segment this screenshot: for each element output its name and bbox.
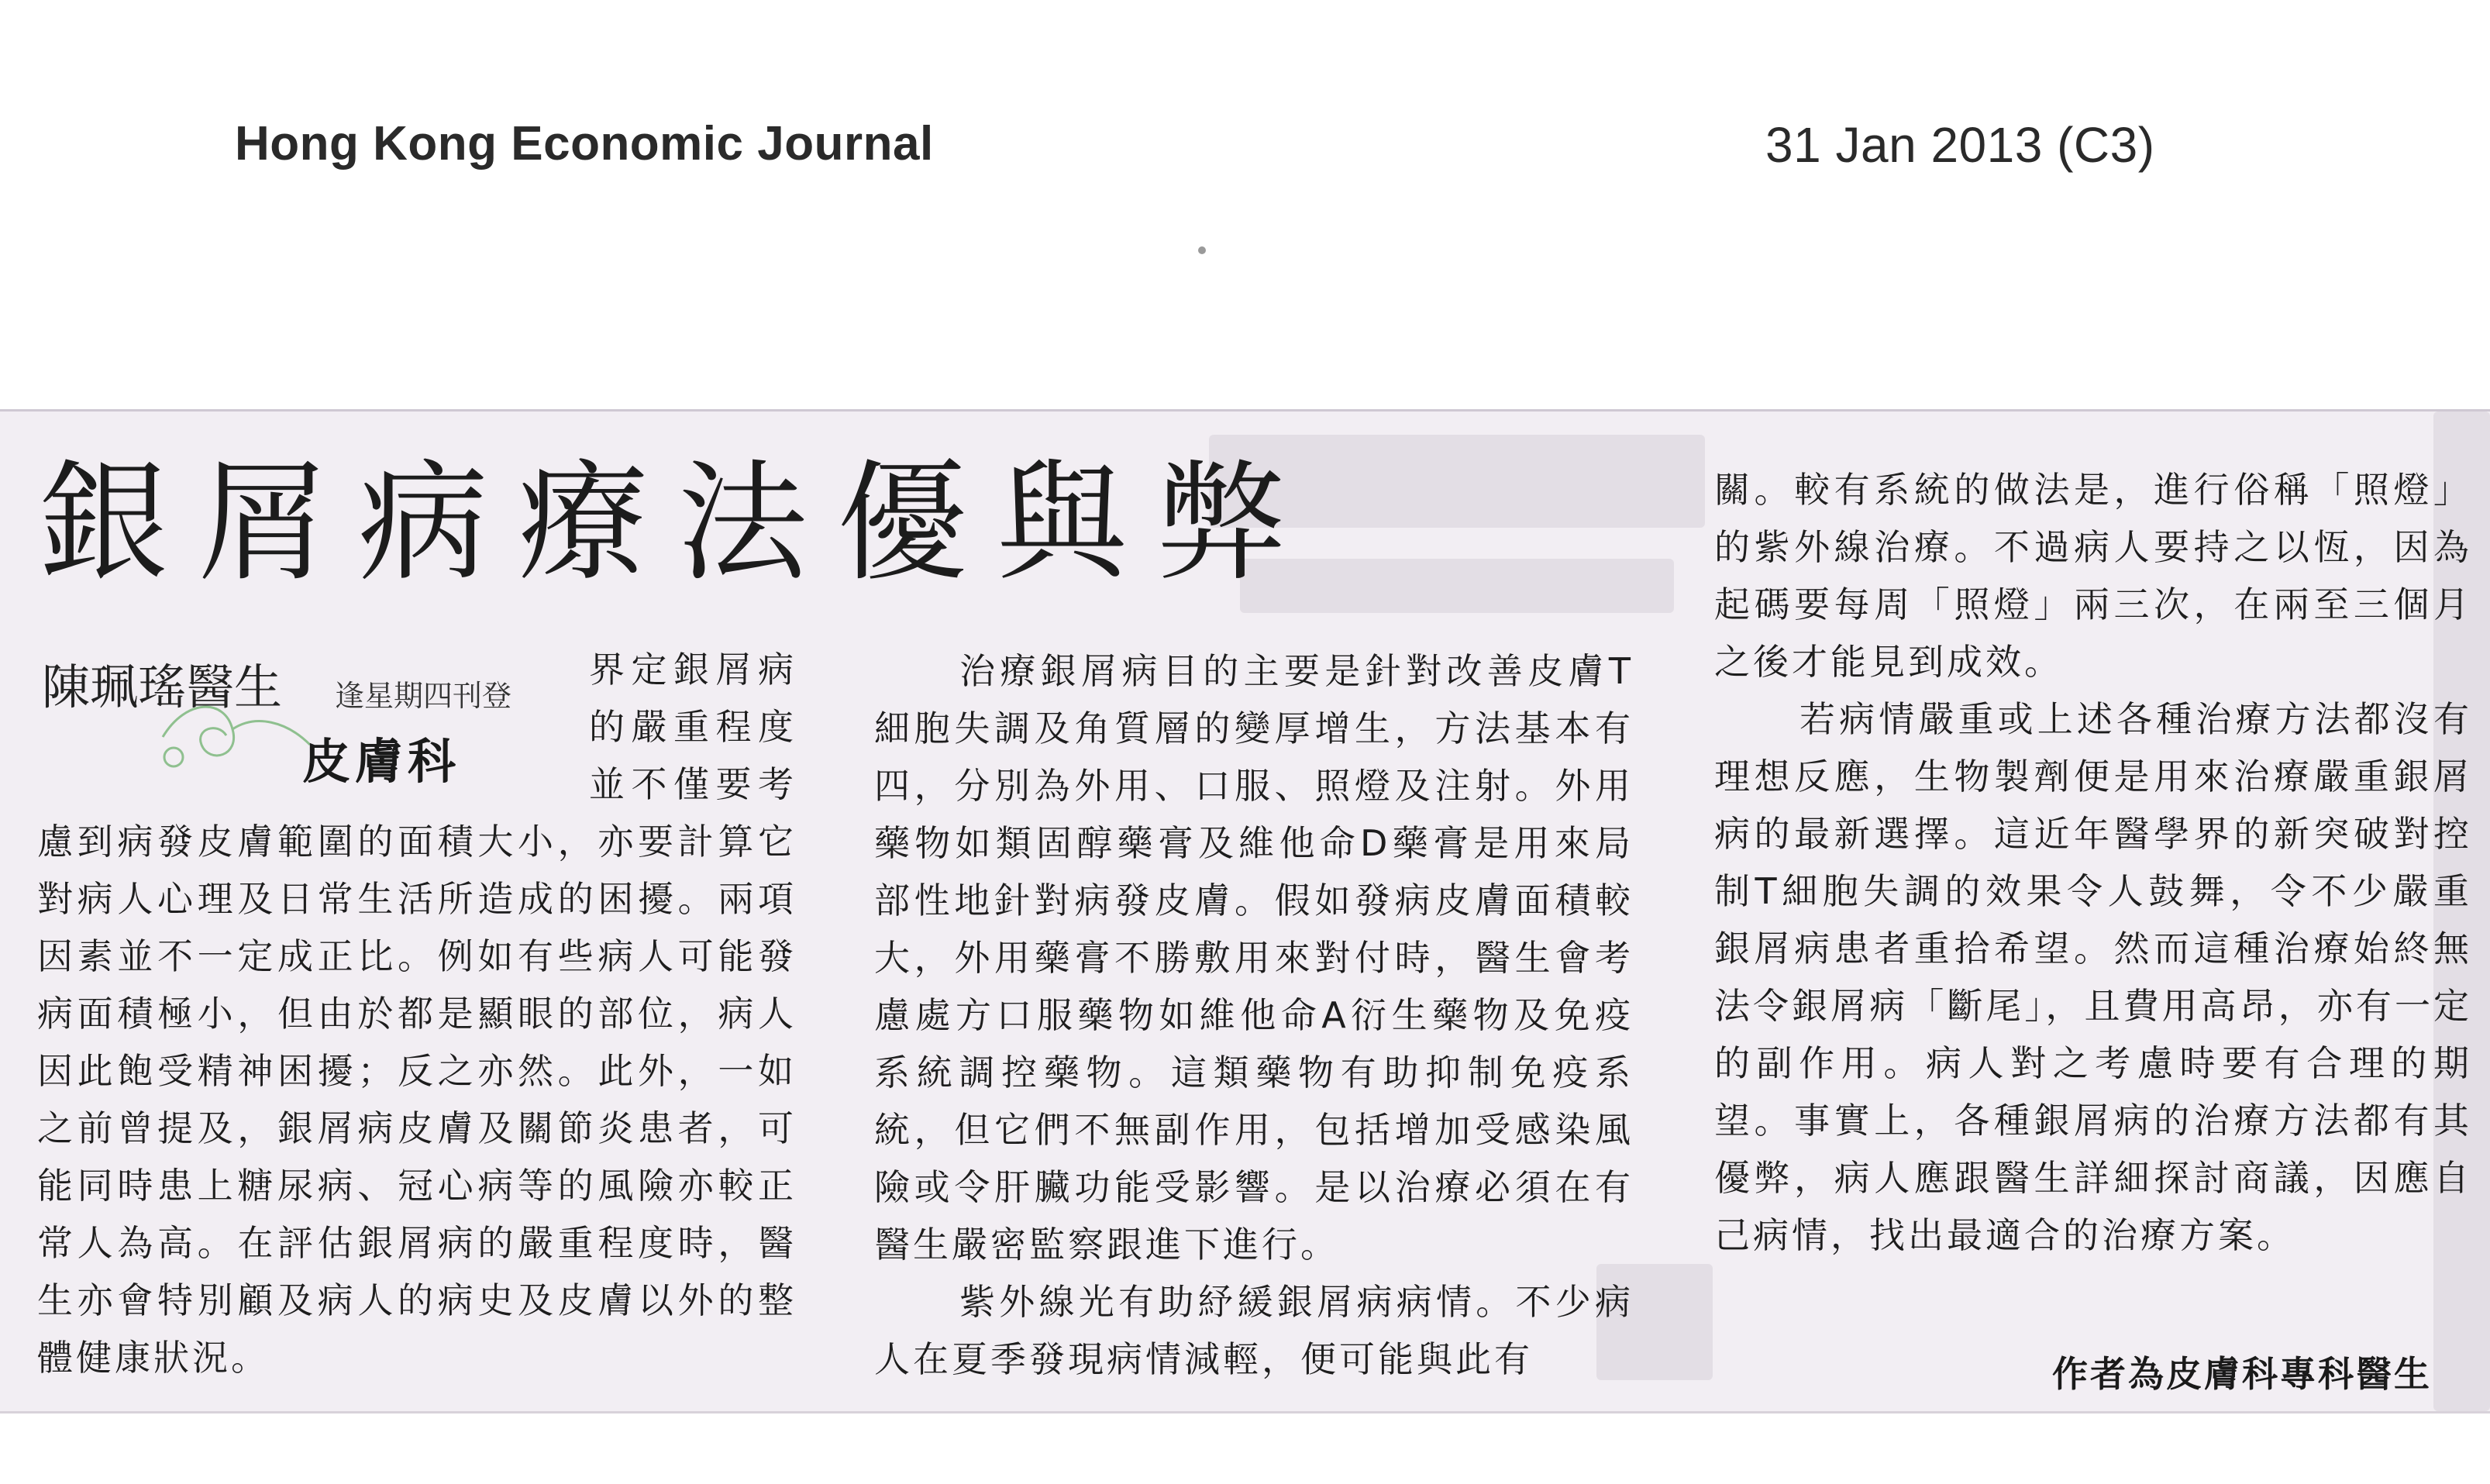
author-note: 作者為皮膚科專科醫生 (2052, 1353, 2432, 1395)
paragraph: 治療銀屑病目的主要是針對改善皮膚T細胞失調及角質層的變厚增生，方法基本有四，分別為外用、口服、照燈及注射。外用藥物如類固醇藥膏及維他命D藥膏是用來局部性地針對病發皮膚。假如發病皮膚面積較大，外用藥膏不勝敷用來對付時，醫生會考慮處方口服藥物如維他命A衍生藥物及免疫系統調控藥物。這類藥物有助抑制免疫系統，但它們不無副作用，包括增加受感染風險或令肝臟功能受影響。是以治療必須在有醫生嚴密監察跟進下進行。 (874, 650, 1634, 1265)
masthead-date: 31 Jan 2013 (C3) (1765, 117, 2155, 173)
column-schedule: 逢星期四刊登 (335, 679, 512, 713)
paragraph: 紫外線光有助紓緩銀屑病病情。不少病人在夏季發現病情減輕，便可能與此有 (874, 1281, 1634, 1380)
masthead-publication: Hong Kong Economic Journal (235, 117, 934, 170)
article-title: 銀屑病療法優與弊 (39, 447, 1316, 599)
paragraph: 關。較有系統的做法是，進行俗稱「照燈」的紫外線治療。不過病人要持之以恆，因為起碼要每周「照燈」兩三次，在兩至三個月之後才能見到成效。 (1714, 469, 2472, 683)
byline-space (37, 641, 589, 813)
column-1-text: 界定銀屑病的嚴重程度並不僅要考慮到病發皮膚範圍的面積大小，亦要計算它對病人心理及日常生活所造成的困擾。兩項因素並不一定成正比。例如有些病人可能發病面積極小，但由於都是顯眼的部位，病人因此飽受精神困擾；反之亦然。此外，一如之前曾提及，銀屑病皮膚及關節炎患者，可能同時患上糖尿病、冠心病等的風險亦較正常人為高。在評估銀屑病的嚴重程度時，醫生亦會特別顧及病人的病史及皮膚以外的整體健康狀況。 (37, 649, 797, 1379)
column-name: 皮膚科 (302, 733, 461, 790)
article-column-1 (37, 641, 797, 1386)
scan-speck (1198, 246, 1206, 254)
paragraph: 若病情嚴重或上述各種治療方法都沒有理想反應，生物製劑便是用來治療嚴重銀屑病的最新選擇。這近年醫學界的新突破對控制T細胞失調的效果令人鼓舞，令不少嚴重銀屑病患者重拾希望。然而這種治療始終無法令銀屑病「斷尾」，且費用高昂，亦有一定的副作用。病人對之考慮時要有合理的期望。事實上，各種銀屑病的治療方法都有其優弊，病人應跟醫生詳細探討商議，因應自己病情，找出最適合的治療方案。 (1714, 698, 2472, 1256)
article-column-2 (874, 642, 1634, 1388)
newspaper-clipping (0, 409, 2490, 1413)
author-name: 陳珮瑤醫生 (42, 659, 283, 715)
article-column-3 (1714, 461, 2472, 1264)
